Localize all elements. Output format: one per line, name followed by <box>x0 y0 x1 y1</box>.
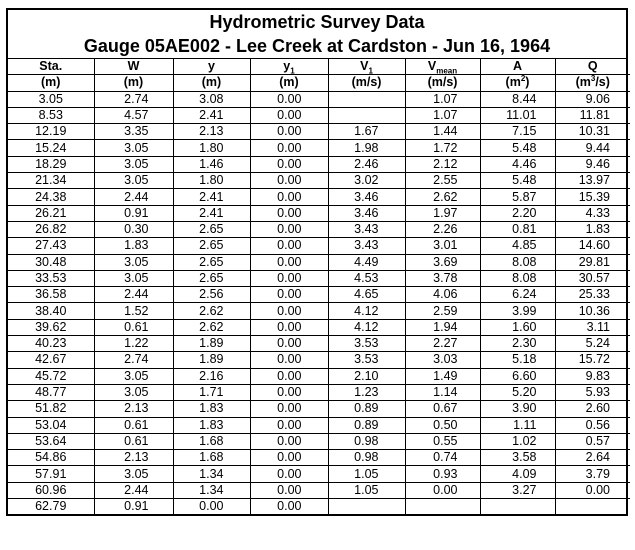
table-row <box>8 124 630 140</box>
table-cell: 2.13 <box>94 401 173 417</box>
column-header-label: Q <box>587 59 598 74</box>
table-cell: 3.35 <box>94 124 173 140</box>
table-row <box>8 499 630 515</box>
title-subtitle: Gauge 05AE002 - Lee Creek at Cardston - Jun 16, 1964 <box>83 36 551 56</box>
table-cell: 2.46 <box>328 156 405 172</box>
column-header-subscript: 1 <box>290 66 295 75</box>
table-cell: 3.58 <box>480 450 555 466</box>
table-cell: 3.03 <box>405 352 480 368</box>
table-cell: 0.81 <box>480 221 555 237</box>
table-cell: 5.24 <box>555 336 630 352</box>
table-cell: 1.23 <box>328 384 405 400</box>
table-cell: 2.30 <box>480 336 555 352</box>
table-cell: 1.83 <box>173 401 250 417</box>
table-row <box>8 287 630 303</box>
survey-data-sheet <box>6 8 628 516</box>
table-cell: 0.00 <box>250 107 328 123</box>
table-cell: 2.13 <box>173 124 250 140</box>
table-cell: 1.49 <box>405 368 480 384</box>
table-cell: 30.48 <box>8 254 94 270</box>
table-cell: 0.89 <box>328 401 405 417</box>
table-row <box>8 303 630 319</box>
table-cell: 36.58 <box>8 287 94 303</box>
table-cell: 3.46 <box>328 189 405 205</box>
table-row <box>8 384 630 400</box>
table-cell: 0.00 <box>250 352 328 368</box>
table-cell: 0.00 <box>173 499 250 515</box>
table-cell: 1.14 <box>405 384 480 400</box>
table-cell: 4.46 <box>480 156 555 172</box>
table-cell: 0.00 <box>250 91 328 107</box>
table-cell: 0.89 <box>328 417 405 433</box>
table-cell: 8.44 <box>480 91 555 107</box>
table-cell: 0.00 <box>250 270 328 286</box>
table-cell: 0.00 <box>250 303 328 319</box>
column-unit-prefix: (m <box>575 75 591 90</box>
table-cell: 51.82 <box>8 401 94 417</box>
table-cell: 13.97 <box>555 173 630 189</box>
column-header-label: y <box>208 59 215 74</box>
table-cell: 1.22 <box>94 336 173 352</box>
table-cell: 57.91 <box>8 466 94 482</box>
table-cell: 2.65 <box>173 270 250 286</box>
table-row <box>8 336 630 352</box>
table-row <box>8 450 630 466</box>
table-cell: 0.00 <box>250 238 328 254</box>
table-cell: 1.34 <box>173 482 250 498</box>
column-unit-exponent: 2 <box>520 74 526 84</box>
table-cell: 7.15 <box>480 124 555 140</box>
table-cell: 2.64 <box>555 450 630 466</box>
table-cell: 9.44 <box>555 140 630 156</box>
table-row <box>8 401 630 417</box>
table-cell: 4.65 <box>328 287 405 303</box>
table-cell: 3.53 <box>328 352 405 368</box>
table-cell <box>555 499 630 515</box>
table-cell: 3.79 <box>555 466 630 482</box>
table-row <box>8 205 630 221</box>
column-unit-prefix: (m <box>505 75 521 90</box>
table-cell: 9.46 <box>555 156 630 172</box>
table-cell: 25.33 <box>555 287 630 303</box>
table-cell: 5.93 <box>555 384 630 400</box>
table-cell: 1.83 <box>555 221 630 237</box>
table-cell: 6.24 <box>480 287 555 303</box>
table-cell <box>328 91 405 107</box>
table-cell: 24.38 <box>8 189 94 205</box>
table-cell: 2.13 <box>94 450 173 466</box>
table-cell: 0.00 <box>250 287 328 303</box>
table-cell: 3.11 <box>555 319 630 335</box>
table-row <box>8 156 630 172</box>
table-cell: 0.98 <box>328 433 405 449</box>
column-unit-label: (m/s) <box>351 75 382 90</box>
table-row <box>8 238 630 254</box>
table-cell: 1.05 <box>328 466 405 482</box>
table-cell: 3.43 <box>328 238 405 254</box>
table-cell: 0.61 <box>94 433 173 449</box>
table-cell: 1.07 <box>405 91 480 107</box>
table-cell: 0.00 <box>405 482 480 498</box>
column-unit-label: (m) <box>123 75 144 90</box>
table-cell: 1.71 <box>173 384 250 400</box>
table-cell: 1.34 <box>173 466 250 482</box>
table-cell: 0.00 <box>250 124 328 140</box>
table-cell: 0.56 <box>555 417 630 433</box>
table-row <box>8 319 630 335</box>
table-cell: 0.00 <box>250 450 328 466</box>
table-cell: 15.24 <box>8 140 94 156</box>
table-cell: 0.00 <box>250 156 328 172</box>
table-cell: 1.89 <box>173 352 250 368</box>
table-cell: 3.46 <box>328 205 405 221</box>
column-header-label: W <box>127 59 140 74</box>
table-row <box>8 173 630 189</box>
table-cell: 0.00 <box>250 368 328 384</box>
table-cell: 2.16 <box>173 368 250 384</box>
table-cell: 48.77 <box>8 384 94 400</box>
table-cell: 33.53 <box>8 270 94 286</box>
table-cell: 2.41 <box>173 189 250 205</box>
table-cell: 5.87 <box>480 189 555 205</box>
table-cell: 4.33 <box>555 205 630 221</box>
table-cell: 2.62 <box>405 189 480 205</box>
table-cell: 5.20 <box>480 384 555 400</box>
table-cell: 3.27 <box>480 482 555 498</box>
column-header <box>173 59 250 75</box>
table-cell: 3.05 <box>8 91 94 107</box>
table-cell: 3.05 <box>94 384 173 400</box>
column-unit <box>405 75 480 91</box>
table-cell: 1.98 <box>328 140 405 156</box>
table-cell: 0.98 <box>328 450 405 466</box>
table-cell: 0.55 <box>405 433 480 449</box>
table-cell: 10.31 <box>555 124 630 140</box>
title-main: Hydrometric Survey Data <box>209 12 425 32</box>
column-header-subscript: mean <box>436 66 458 75</box>
table-cell: 1.94 <box>405 319 480 335</box>
column-header-label: A <box>512 59 523 74</box>
table-cell: 4.12 <box>328 319 405 335</box>
table-cell: 1.89 <box>173 336 250 352</box>
table-row <box>8 368 630 384</box>
table-cell: 2.60 <box>555 401 630 417</box>
table-cell: 0.00 <box>250 466 328 482</box>
table-cell: 0.00 <box>250 205 328 221</box>
table-cell: 1.80 <box>173 173 250 189</box>
table-cell: 0.00 <box>250 173 328 189</box>
table-cell: 2.56 <box>173 287 250 303</box>
column-header-label: Sta. <box>39 59 63 74</box>
survey-table <box>8 59 630 514</box>
table-cell: 2.20 <box>480 205 555 221</box>
table-cell: 0.30 <box>94 221 173 237</box>
table-cell: 39.62 <box>8 319 94 335</box>
column-unit-label: (m) <box>41 75 61 90</box>
column-header-label: V <box>360 59 369 74</box>
table-row <box>8 189 630 205</box>
table-cell: 3.05 <box>94 466 173 482</box>
table-row <box>8 140 630 156</box>
table-cell: 2.44 <box>94 189 173 205</box>
table-cell: 0.57 <box>555 433 630 449</box>
table-cell: 0.00 <box>250 417 328 433</box>
table-cell: 1.68 <box>173 433 250 449</box>
column-unit-label: (m) <box>279 75 299 90</box>
table-cell: 2.44 <box>94 287 173 303</box>
table-cell <box>328 499 405 515</box>
table-cell: 62.79 <box>8 499 94 515</box>
table-cell: 0.00 <box>250 482 328 498</box>
table-cell <box>405 499 480 515</box>
table-cell: 1.80 <box>173 140 250 156</box>
table-cell: 21.34 <box>8 173 94 189</box>
table-cell: 0.91 <box>94 499 173 515</box>
table-cell: 0.00 <box>250 336 328 352</box>
table-cell: 3.05 <box>94 156 173 172</box>
column-header <box>8 59 94 75</box>
column-unit <box>250 75 328 91</box>
table-cell: 1.67 <box>328 124 405 140</box>
table-cell: 3.01 <box>405 238 480 254</box>
table-cell: 2.62 <box>173 303 250 319</box>
table-cell: 1.07 <box>405 107 480 123</box>
table-cell: 3.69 <box>405 254 480 270</box>
table-cell: 0.00 <box>250 189 328 205</box>
table-cell: 2.55 <box>405 173 480 189</box>
table-cell: 60.96 <box>8 482 94 498</box>
column-header <box>94 59 173 75</box>
column-unit-suffix: ) <box>525 75 530 90</box>
table-cell: 2.44 <box>94 482 173 498</box>
table-cell: 1.02 <box>480 433 555 449</box>
table-cell: 9.06 <box>555 91 630 107</box>
table-cell: 18.29 <box>8 156 94 172</box>
table-cell: 3.05 <box>94 368 173 384</box>
table-cell <box>328 107 405 123</box>
table-cell: 8.08 <box>480 254 555 270</box>
table-cell: 8.08 <box>480 270 555 286</box>
table-cell: 3.08 <box>173 91 250 107</box>
table-cell: 42.67 <box>8 352 94 368</box>
table-cell: 15.39 <box>555 189 630 205</box>
table-cell: 0.61 <box>94 417 173 433</box>
column-unit <box>94 75 173 91</box>
table-cell: 9.83 <box>555 368 630 384</box>
column-header <box>555 59 630 75</box>
table-cell: 3.90 <box>480 401 555 417</box>
table-row <box>8 91 630 107</box>
table-cell: 0.61 <box>94 319 173 335</box>
table-cell: 0.00 <box>250 401 328 417</box>
column-unit-label: (m/s) <box>427 75 458 90</box>
table-cell: 3.99 <box>480 303 555 319</box>
table-cell: 5.48 <box>480 173 555 189</box>
table-cell: 2.26 <box>405 221 480 237</box>
table-cell: 4.49 <box>328 254 405 270</box>
column-header-subscript: 1 <box>368 66 373 75</box>
table-cell: 2.41 <box>173 205 250 221</box>
table-cell: 0.00 <box>250 319 328 335</box>
table-cell: 0.50 <box>405 417 480 433</box>
table-cell: 0.67 <box>405 401 480 417</box>
table-cell: 2.74 <box>94 352 173 368</box>
table-cell: 10.36 <box>555 303 630 319</box>
table-cell: 4.57 <box>94 107 173 123</box>
table-cell: 2.74 <box>94 91 173 107</box>
table-cell <box>480 499 555 515</box>
table-cell: 2.65 <box>173 254 250 270</box>
table-row <box>8 433 630 449</box>
table-cell: 3.78 <box>405 270 480 286</box>
column-header-label: y <box>283 59 291 74</box>
table-cell: 2.10 <box>328 368 405 384</box>
table-cell: 27.43 <box>8 238 94 254</box>
header-row <box>8 59 630 75</box>
table-cell: 3.05 <box>94 140 173 156</box>
column-unit <box>555 75 630 91</box>
table-cell: 1.44 <box>405 124 480 140</box>
table-cell: 29.81 <box>555 254 630 270</box>
units-row <box>8 75 630 91</box>
table-cell: 4.85 <box>480 238 555 254</box>
table-row <box>8 221 630 237</box>
table-cell: 0.00 <box>555 482 630 498</box>
table-cell: 4.06 <box>405 287 480 303</box>
table-cell: 3.05 <box>94 173 173 189</box>
table-cell: 15.72 <box>555 352 630 368</box>
table-cell: 0.91 <box>94 205 173 221</box>
table-cell: 45.72 <box>8 368 94 384</box>
title-block <box>8 10 626 59</box>
table-cell: 0.00 <box>250 221 328 237</box>
table-body <box>8 91 630 514</box>
table-cell: 1.60 <box>480 319 555 335</box>
table-cell: 3.43 <box>328 221 405 237</box>
table-cell: 8.53 <box>8 107 94 123</box>
column-unit-label: (m) <box>201 75 222 90</box>
table-cell: 40.23 <box>8 336 94 352</box>
table-cell: 1.83 <box>94 238 173 254</box>
table-cell: 2.65 <box>173 221 250 237</box>
column-header <box>250 59 328 75</box>
table-cell: 2.65 <box>173 238 250 254</box>
table-cell: 38.40 <box>8 303 94 319</box>
column-unit <box>328 75 405 91</box>
table-cell: 11.01 <box>480 107 555 123</box>
table-row <box>8 107 630 123</box>
table-row <box>8 417 630 433</box>
table-cell: 14.60 <box>555 238 630 254</box>
table-cell: 3.05 <box>94 254 173 270</box>
table-cell: 3.05 <box>94 270 173 286</box>
column-unit-exponent: 3 <box>590 74 596 84</box>
table-cell: 2.62 <box>173 319 250 335</box>
table-cell: 0.00 <box>250 140 328 156</box>
table-cell: 3.02 <box>328 173 405 189</box>
table-cell: 4.09 <box>480 466 555 482</box>
table-cell: 1.11 <box>480 417 555 433</box>
table-cell: 0.00 <box>250 384 328 400</box>
table-row <box>8 352 630 368</box>
table-cell: 1.46 <box>173 156 250 172</box>
table-row <box>8 482 630 498</box>
column-header <box>480 59 555 75</box>
column-unit <box>480 75 555 91</box>
table-cell: 1.68 <box>173 450 250 466</box>
column-header <box>328 59 405 75</box>
table-cell: 0.93 <box>405 466 480 482</box>
table-cell: 54.86 <box>8 450 94 466</box>
table-cell: 4.12 <box>328 303 405 319</box>
table-row <box>8 466 630 482</box>
table-cell: 1.83 <box>173 417 250 433</box>
table-row <box>8 270 630 286</box>
table-cell: 26.82 <box>8 221 94 237</box>
table-cell: 30.57 <box>555 270 630 286</box>
table-cell: 0.00 <box>250 254 328 270</box>
table-cell: 1.97 <box>405 205 480 221</box>
table-cell: 2.41 <box>173 107 250 123</box>
column-unit <box>173 75 250 91</box>
table-cell: 0.00 <box>250 499 328 515</box>
column-unit-suffix: /s) <box>595 75 610 90</box>
table-cell: 1.05 <box>328 482 405 498</box>
column-header <box>405 59 480 75</box>
table-cell: 3.53 <box>328 336 405 352</box>
table-cell: 1.72 <box>405 140 480 156</box>
table-cell: 0.00 <box>250 433 328 449</box>
table-cell: 53.64 <box>8 433 94 449</box>
column-header-label: V <box>427 59 437 74</box>
table-cell: 4.53 <box>328 270 405 286</box>
column-unit <box>8 75 94 91</box>
table-cell: 53.04 <box>8 417 94 433</box>
table-cell: 6.60 <box>480 368 555 384</box>
table-cell: 2.27 <box>405 336 480 352</box>
table-cell: 11.81 <box>555 107 630 123</box>
table-cell: 2.12 <box>405 156 480 172</box>
table-cell: 5.18 <box>480 352 555 368</box>
table-cell: 0.74 <box>405 450 480 466</box>
table-row <box>8 254 630 270</box>
table-cell: 1.52 <box>94 303 173 319</box>
table-cell: 12.19 <box>8 124 94 140</box>
table-cell: 26.21 <box>8 205 94 221</box>
table-cell: 2.59 <box>405 303 480 319</box>
table-cell: 5.48 <box>480 140 555 156</box>
